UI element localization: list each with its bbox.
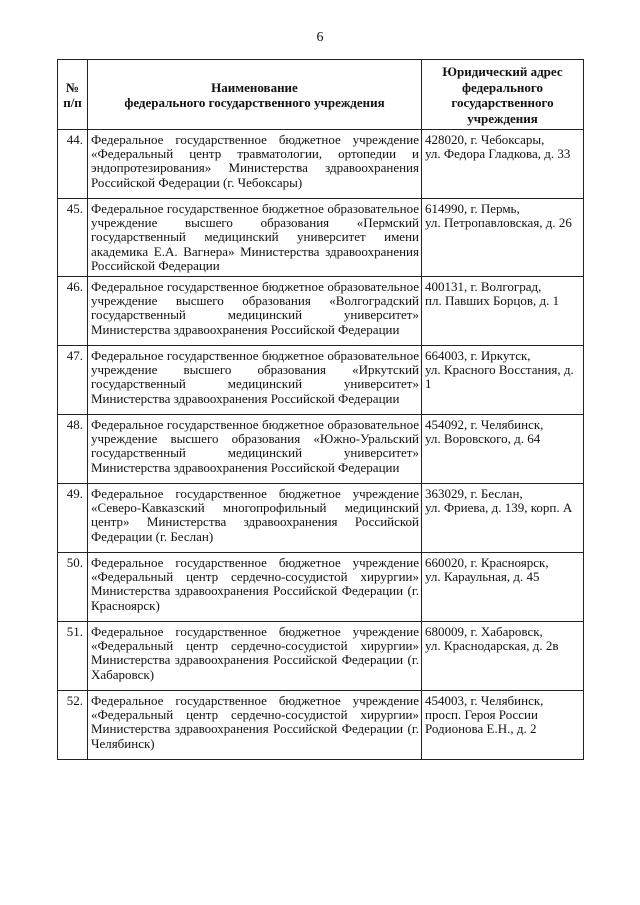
table-header-row [58, 60, 584, 130]
header-address-line: государственного [451, 95, 554, 110]
header-number-line: № [65, 79, 80, 95]
row-number: 51. [58, 622, 88, 691]
address-line: ул. Караульная, д. 45 [425, 569, 540, 585]
table-row [58, 622, 584, 691]
header-name [88, 60, 422, 130]
row-number: 48. [58, 415, 88, 484]
address-line: 680009, г. Хабаровск, [425, 624, 543, 640]
address-line: 454092, г. Челябинск, [425, 417, 544, 433]
address-line: просп. Героя России [425, 707, 538, 723]
institution-name: Федеральное государственное бюджетное образовательное учреждение высшего образования «Пермский государственный медицинский университет имени академика Е.А. Вагнера» Министерства здравоохранения Российской Федерации [88, 199, 422, 277]
header-address [422, 60, 584, 130]
institution-address [422, 415, 584, 484]
address-line: ул. Федора Гладкова, д. 33 [425, 146, 571, 162]
table-row [58, 277, 584, 346]
header-address-line: учреждения [467, 110, 538, 126]
header-address-line: Юридический адрес [442, 64, 563, 79]
institution-name: Федеральное государственное бюджетное учреждение «Федеральный центр сердечно-сосудистой хирургии» Министерства здравоохранения Российской Федерации (г. Хабаровск) [88, 622, 422, 691]
header-number-line: п/п [63, 95, 82, 110]
address-line: ул. Воровского, д. 64 [425, 431, 541, 447]
institution-address [422, 691, 584, 760]
address-line: 664003, г. Иркутск, [425, 348, 531, 364]
institution-name: Федеральное государственное бюджетное учреждение «Федеральный центр травматологии, ортопедии и эндопротезирования» Министерства здравоохранения Российской Федерации (г. Чебоксары) [88, 130, 422, 199]
address-line: ул. Красного Восстания, д. 1 [425, 362, 574, 392]
header-name-line: федерального государственного учреждения [124, 95, 385, 110]
address-line: пл. Павших Борцов, д. 1 [425, 293, 560, 309]
address-line: ул. Краснодарская, д. 2в [425, 638, 559, 654]
header-number [58, 60, 88, 130]
row-number: 46. [58, 277, 88, 346]
institution-name: Федеральное государственное бюджетное образовательное учреждение высшего образования «Иркутский государственный медицинский университет» Министерства здравоохранения Российской Федерации [88, 346, 422, 415]
row-number: 45. [58, 199, 88, 277]
institution-address [422, 622, 584, 691]
address-line: 454003, г. Челябинск, [425, 693, 544, 709]
institution-address [422, 484, 584, 553]
institution-name: Федеральное государственное бюджетное учреждение «Северо-Кавказский многопрофильный медицинский центр» Министерства здравоохранения Российской Федерации (г. Беслан) [88, 484, 422, 553]
row-number: 52. [58, 691, 88, 760]
table-row [58, 415, 584, 484]
address-line: ул. Петропавловская, д. 26 [425, 215, 572, 231]
address-line: 428020, г. Чебоксары, [425, 132, 545, 147]
address-line: ул. Фриева, д. 139, корп. А [425, 500, 573, 516]
header-address-line: федерального [461, 79, 544, 95]
institution-address [422, 199, 584, 277]
table-row [58, 130, 584, 199]
row-number: 50. [58, 553, 88, 622]
table-row [58, 346, 584, 415]
table-row [58, 484, 584, 553]
institution-name: Федеральное государственное бюджетное учреждение «Федеральный центр сердечно-сосудистой хирургии» Министерства здравоохранения Российской Федерации (г. Челябинск) [88, 691, 422, 760]
institution-name: Федеральное государственное бюджетное образовательное учреждение высшего образования «Волгоградский государственный медицинский университет» Министерства здравоохранения Российской Федерации [88, 277, 422, 346]
address-line: 400131, г. Волгоград, [425, 279, 542, 295]
table-row [58, 691, 584, 760]
row-number: 47. [58, 346, 88, 415]
institution-address [422, 277, 584, 346]
institution-address [422, 130, 584, 199]
institutions-table [57, 59, 584, 760]
address-line: Родионова Е.Н., д. 2 [425, 721, 537, 737]
header-name-line: Наименование [211, 79, 298, 95]
institution-address [422, 346, 584, 415]
institution-address [422, 553, 584, 622]
page-number: 6 [316, 30, 324, 45]
institution-name: Федеральное государственное бюджетное образовательное учреждение высшего образования «Южно-Уральский государственный медицинский университет» Министерства здравоохранения Российской Федерации [88, 415, 422, 484]
address-line: 363029, г. Беслан, [425, 486, 523, 502]
institution-name: Федеральное государственное бюджетное учреждение «Федеральный центр сердечно-сосудистой хирургии» Министерства здравоохранения Российской Федерации (г. Красноярск) [88, 553, 422, 622]
address-line: 614990, г. Пермь, [425, 201, 520, 216]
row-number: 49. [58, 484, 88, 553]
row-number: 44. [58, 130, 88, 199]
table-row [58, 553, 584, 622]
address-line: 660020, г. Красноярск, [425, 555, 549, 571]
table-row [58, 199, 584, 277]
